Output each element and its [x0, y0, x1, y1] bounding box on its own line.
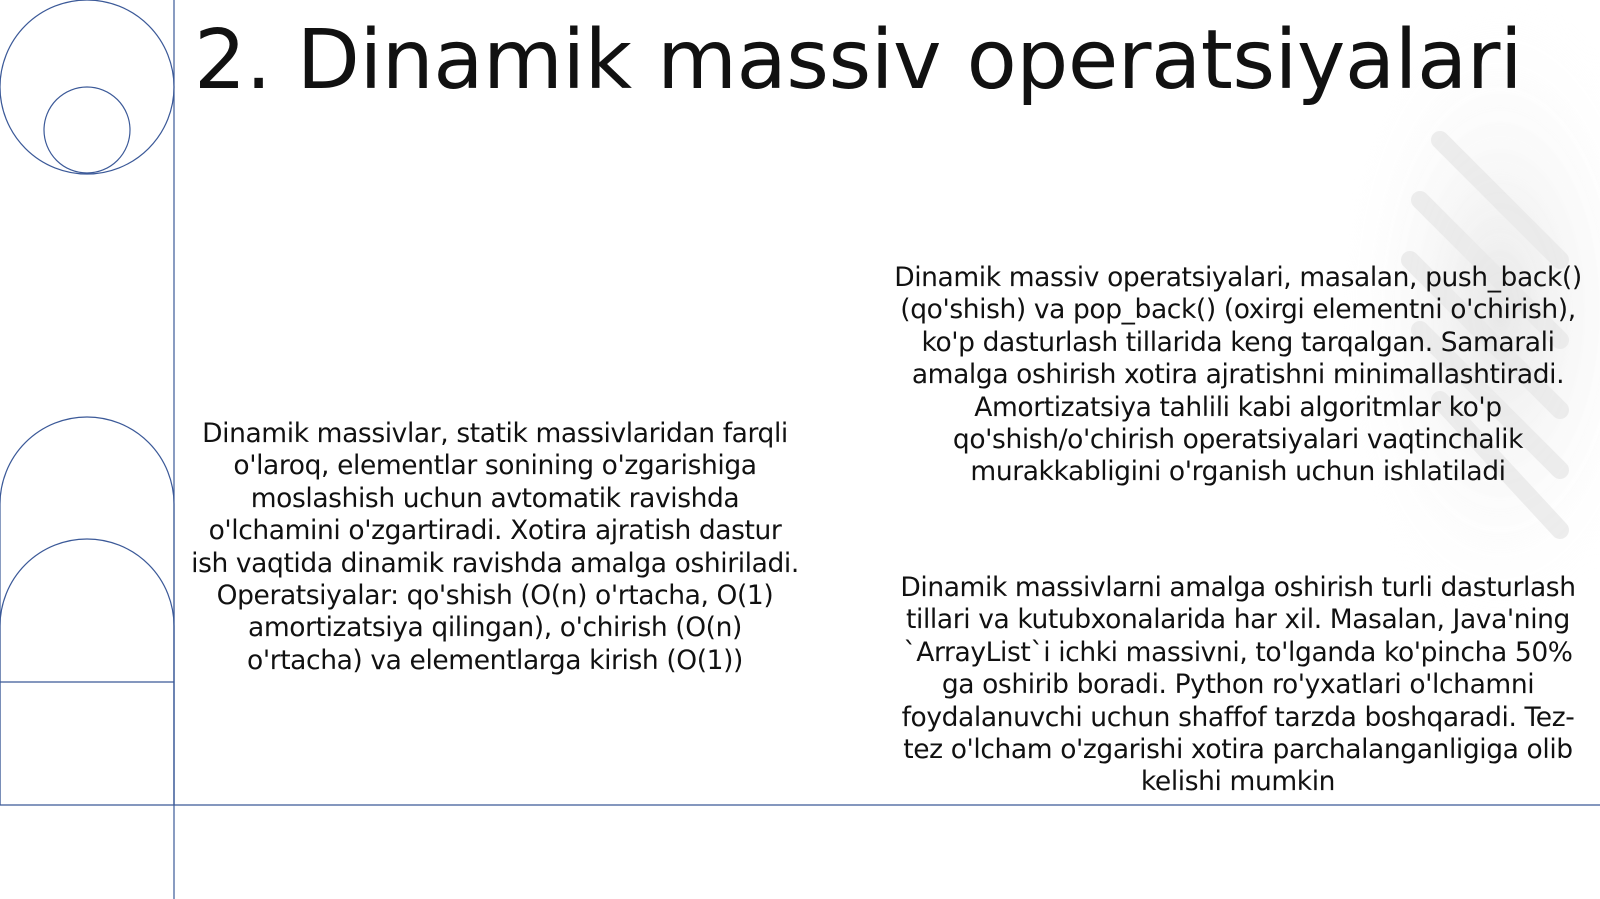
left-text-block: Dinamik massivlar, statik massivlaridan farqli o'laroq, elementlar sonining o'zgarishiga moslashish uchun avtomatik ravishda o'lchamini o'zgartiradi. Xotira ajratish dastur ish vaqtida dinamik ravishda amalga oshiriladi. Operatsiyalar: qo'shish (O(n) o'rtacha, O(1) amortizatsiya qilingan), o'chirish (O(n) o'rtacha) va elementlarga kirish (O(1)) — [191, 418, 799, 676]
lower-arch-shape — [0, 539, 174, 805]
right-text-block-top: Dinamik massiv operatsiyalari, masalan, push_back() (qo'shish) va pop_back() (oxirgi elementni o'chirish), ko'p dasturlash tillarida keng tarqalgan. Samarali amalga oshirish xotira ajratishni minimallashtiradi. Amortizatsiya tahlili kabi algoritmlar ko'p qo'shish/o'chirish operatsiyalari vaqtinchalik murakkabligini o'rganish uchun ishlatiladi — [894, 262, 1582, 488]
small-circle-shape — [44, 87, 130, 173]
slide-title: 2. Dinamik massiv operatsiyalari — [194, 13, 1523, 108]
right-text-block-bottom: Dinamik massivlarni amalga oshirish turli dasturlash tillari va kutubxonalarida har xil. Masalan, Java'ning `ArrayList`i ichki massivni, to'lganda ko'pincha 50% ga oshirib boradi. Python ro'yxatlari o'lchamni foydalanuvchi uchun shaffof tarzda boshqaradi. Tez-tez o'lcham o'zgarishi xotira parchalanganligiga olib kelishi mumkin — [900, 572, 1576, 798]
upper-arch-shape — [0, 417, 174, 805]
